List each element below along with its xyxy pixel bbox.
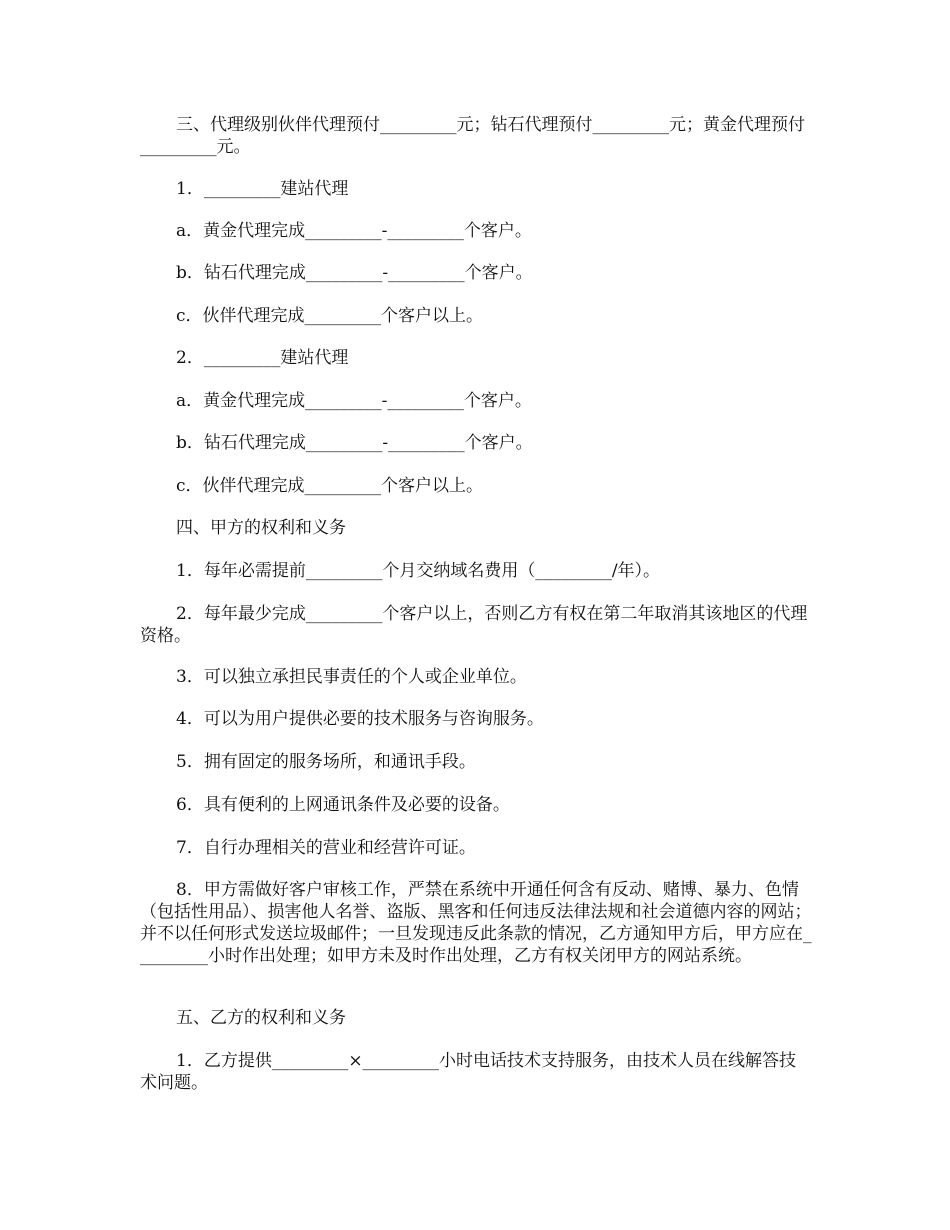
paragraph-diamond-agent-1: b．钻石代理完成_________-_________个客户。 [176, 263, 533, 283]
paragraph-a-item-8: 8．甲方需做好客户审核工作，严禁在系统中开通任何含有反动、赌博、暴力、色情（包括性用品）、损害他人名誉、盗版、黑客和任何违反法律法规和社会道德内容的网站；并不以任何形式发送垃圾邮件；一旦发现违反此条款的情况，乙方通知甲方后，甲方应在_________小时作出处理；如甲方未及时作出处理，乙方有权关闭甲方的网站系统。 [140, 880, 812, 966]
paragraph-a-item-7: 7．自行办理相关的营业和经营许可证。 [176, 838, 476, 858]
paragraph-site-agent-2: 2．_________建站代理 [176, 348, 349, 368]
heading-party-b-rights: 五、乙方的权利和义务 [176, 1008, 346, 1028]
paragraph-site-agent-1: 1．_________建站代理 [176, 179, 349, 199]
paragraph-agent-prepayment: 三、代理级别伙伴代理预付_________元；钻石代理预付_________元；黄金代理预付_________元。 [140, 115, 805, 157]
heading-party-a-rights: 四、甲方的权利和义务 [176, 518, 346, 538]
paragraph-a-item-5: 5．拥有固定的服务场所，和通讯手段。 [176, 752, 476, 772]
paragraph-a-item-6: 6．具有便利的上网通讯条件及必要的设备。 [176, 795, 510, 815]
paragraph-partner-agent-1: c．伙伴代理完成_________个客户以上。 [176, 306, 484, 326]
paragraph-gold-agent-2: a．黄金代理完成_________-_________个客户。 [176, 391, 532, 411]
paragraph-b-item-1: 1．乙方提供_________×_________小时电话技术支持服务，由技术人员在线解答技术问题。 [140, 1051, 797, 1093]
paragraph-diamond-agent-2: b．钻石代理完成_________-_________个客户。 [176, 433, 533, 453]
paragraph-partner-agent-2: c．伙伴代理完成_________个客户以上。 [176, 476, 484, 496]
paragraph-a-item-4: 4．可以为用户提供必要的技术服务与咨询服务。 [176, 709, 544, 729]
paragraph-a-item-2: 2．每年最少完成_________个客户以上，否则乙方有权在第二年取消其该地区的代理资格。 [140, 604, 808, 646]
paragraph-gold-agent-1: a．黄金代理完成_________-_________个客户。 [176, 221, 532, 241]
paragraph-a-item-1: 1．每年必需提前_________个月交纳域名费用（_________/年）。 [176, 561, 661, 581]
paragraph-a-item-3: 3．可以独立承担民事责任的个人或企业单位。 [176, 667, 527, 687]
